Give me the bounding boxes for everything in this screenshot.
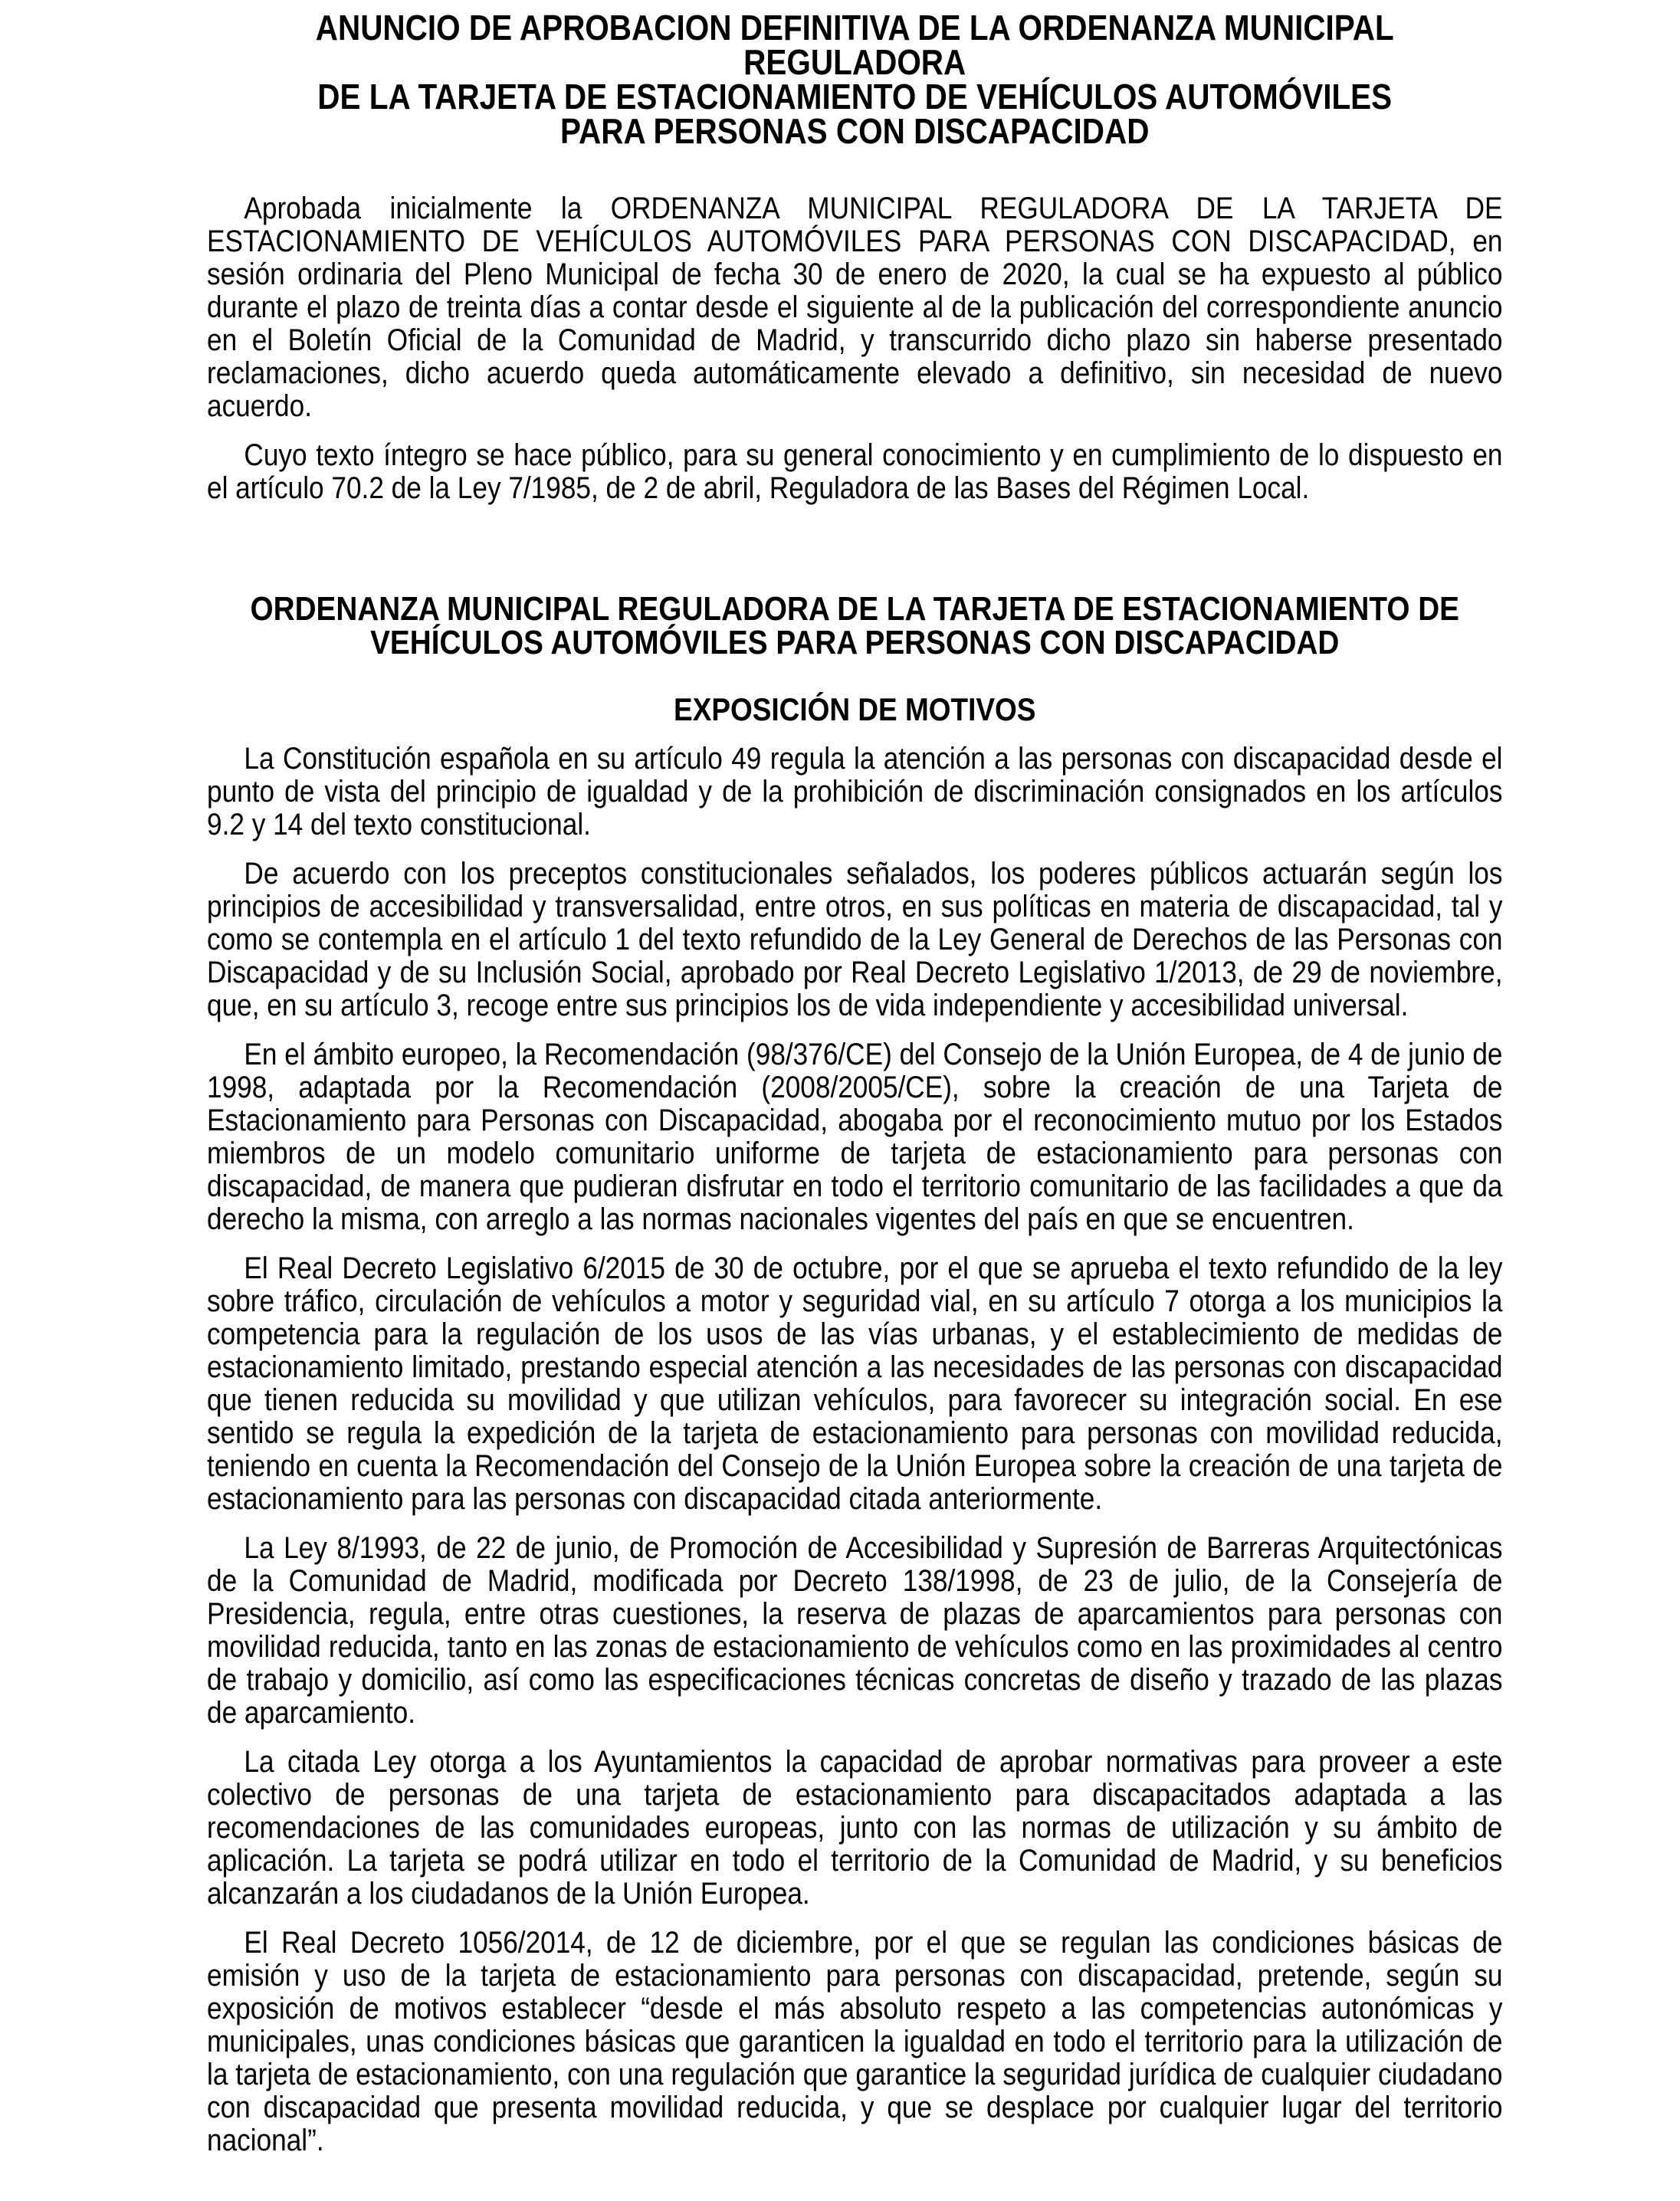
announcement-title-line-1: ANUNCIO DE APROBACION DEFINITIVA DE LA ORDENANZA MUNICIPAL REGULADORA xyxy=(315,8,1394,82)
document-content xyxy=(207,8,1503,2173)
exposicion-paragraph-ambito-europeo: En el ámbito europeo, la Recomendación (98/376/CE) del Consejo de la Unión Europea, de 4 de junio de 1998, adaptada por la Recomendación (2008/2005/CE), sobre la creación de una Tarjeta de Estacionamiento para Personas con Discapacidad, abogaba por el reconocimiento mutuo por los Estados miembros de un modelo comunitario uniforme de tarjeta de estacionamiento para personas con discapacidad, de manera que pudieran disfrutar en todo el territorio comunitario de las facilidades a que da derecho la misma, con arreglo a las normas nacionales vigentes del país en que se encuentren. xyxy=(207,1038,1503,1236)
exposicion-paragraph-ley-8-1993: La Ley 8/1993, de 22 de junio, de Promoción de Accesibilidad y Supresión de Barreras Arquitectónicas de la Comunidad de Madrid, modificada por Decreto 138/1998, de 23 de julio, de la Consejería de Presidencia, regula, entre otras cuestiones, la reserva de plazas de aparcamientos para personas con movilidad reducida, tanto en las zonas de estacionamiento de vehículos como en las proximidades al centro de trabajo y domicilio, así como las especificaciones técnicas concretas de diseño y trazado de las plazas de aparcamiento. xyxy=(207,1531,1503,1730)
announcement-title-line-2: DE LA TARJETA DE ESTACIONAMIENTO DE VEHÍCULOS AUTOMÓVILES xyxy=(317,77,1393,116)
exposicion-paragraph-preceptos: De acuerdo con los preceptos constitucionales señalados, los poderes públicos actuarán según los principios de accesibilidad y transversalidad, entre otros, en sus políticas en materia de discapacidad, tal y como se contempla en el artículo 1 del texto refundido de la Ley General de Derechos de las Personas con Discapacidad y de su Inclusión Social, aprobado por Real Decreto Legislativo 1/2013, de 29 de noviembre, que, en su artículo 3, recoge entre sus principios los de vida independiente y accesibilidad universal. xyxy=(207,857,1503,1022)
exposicion-paragraph-citada-ley: La citada Ley otorga a los Ayuntamientos la capacidad de aprobar normativas para proveer a este colectivo de personas de una tarjeta de estacionamiento para discapacitados adaptada a las recomendaciones de las comunidades europeas, junto con las normas de utilización y su ámbito de aplicación. La tarjeta se podrá utilizar en todo el territorio de la Comunidad de Madrid, y su beneficios alcanzarán a los ciudadanos de la Unión Europea. xyxy=(207,1745,1503,1911)
ordinance-subheading: EXPOSICIÓN DE MOTIVOS xyxy=(674,691,1036,727)
ordinance-title xyxy=(207,592,1502,660)
exposicion-paragraph-rd-1056-2014: El Real Decreto 1056/2014, de 12 de diciembre, por el que se regulan las condiciones básicas de emisión y uso de la tarjeta de estacionamiento para personas con discapacidad, pretende, según su exposición de motivos establecer “desde el más absoluto respeto a las competencias autonómicas y municipales, unas condiciones básicas que garanticen la igualdad en todo el territorio para la utilización de la tarjeta de estacionamiento, con una regulación que garantice la seguridad jurídica de cualquier ciudadano con discapacidad que presenta movilidad reducida, y que se desplace por cualquier lugar del territorio nacional”. xyxy=(207,1926,1503,2157)
announcement-paragraph-publication: Cuyo texto íntegro se hace público, para su general conocimiento y en cumplimiento de lo dispuesto en el artículo 70.2 de la Ley 7/1985, de 2 de abril, Reguladora de las Bases del Régimen Local. xyxy=(207,438,1503,505)
announcement-title-line-3: PARA PERSONAS CON DISCAPACIDAD xyxy=(560,111,1150,151)
ordinance-title-line-1: ORDENANZA MUNICIPAL REGULADORA DE LA TARJETA DE ESTACIONAMIENTO DE xyxy=(250,590,1459,628)
exposicion-paragraph-constitucion: La Constitución española en su artículo 49 regula la atención a las personas con discapacidad desde el punto de vista del principio de igualdad y de la prohibición de discriminación consignados en los artículos 9.2 y 14 del texto constitucional. xyxy=(207,742,1503,841)
announcement-title xyxy=(207,8,1502,151)
ordinance-title-line-2: VEHÍCULOS AUTOMÓVILES PARA PERSONAS CON DISCAPACIDAD xyxy=(370,624,1340,661)
announcement-paragraph-approval: Aprobada inicialmente la ORDENANZA MUNICIPAL REGULADORA DE LA TARJETA DE ESTACIONAMIENTO DE VEHÍCULOS AUTOMÓVILES PARA PERSONAS CON DISCAPACIDAD, en sesión ordinaria del Pleno Municipal de fecha 30 de enero de 2020, la cual se ha expuesto al público durante el plazo de treinta días a contar desde el siguiente al de la publicación del correspondiente anuncio en el Boletín Oficial de la Comunidad de Madrid, y transcurrido dicho plazo sin haberse presentado reclamaciones, dicho acuerdo queda automáticamente elevado a definitivo, sin necesidad de nuevo acuerdo. xyxy=(207,192,1503,423)
exposicion-paragraph-rdl-6-2015: El Real Decreto Legislativo 6/2015 de 30 de octubre, por el que se aprueba el texto refundido de la ley sobre tráfico, circulación de vehículos a motor y seguridad vial, en su artículo 7 otorga a los municipios la competencia para la regulación de los usos de las vías urbanas, y el establecimiento de medidas de estacionamiento limitado, prestando especial atención a las necesidades de las personas con discapacidad que tienen reducida su movilidad y que utilizan vehículos, para favorecer su integración social. En ese sentido se regula la expedición de la tarjeta de estacionamiento para personas con movilidad reducida, teniendo en cuenta la Recomendación del Consejo de la Unión Europea sobre la creación de una tarjeta de estacionamiento para las personas con discapacidad citada anteriormente. xyxy=(207,1251,1503,1516)
